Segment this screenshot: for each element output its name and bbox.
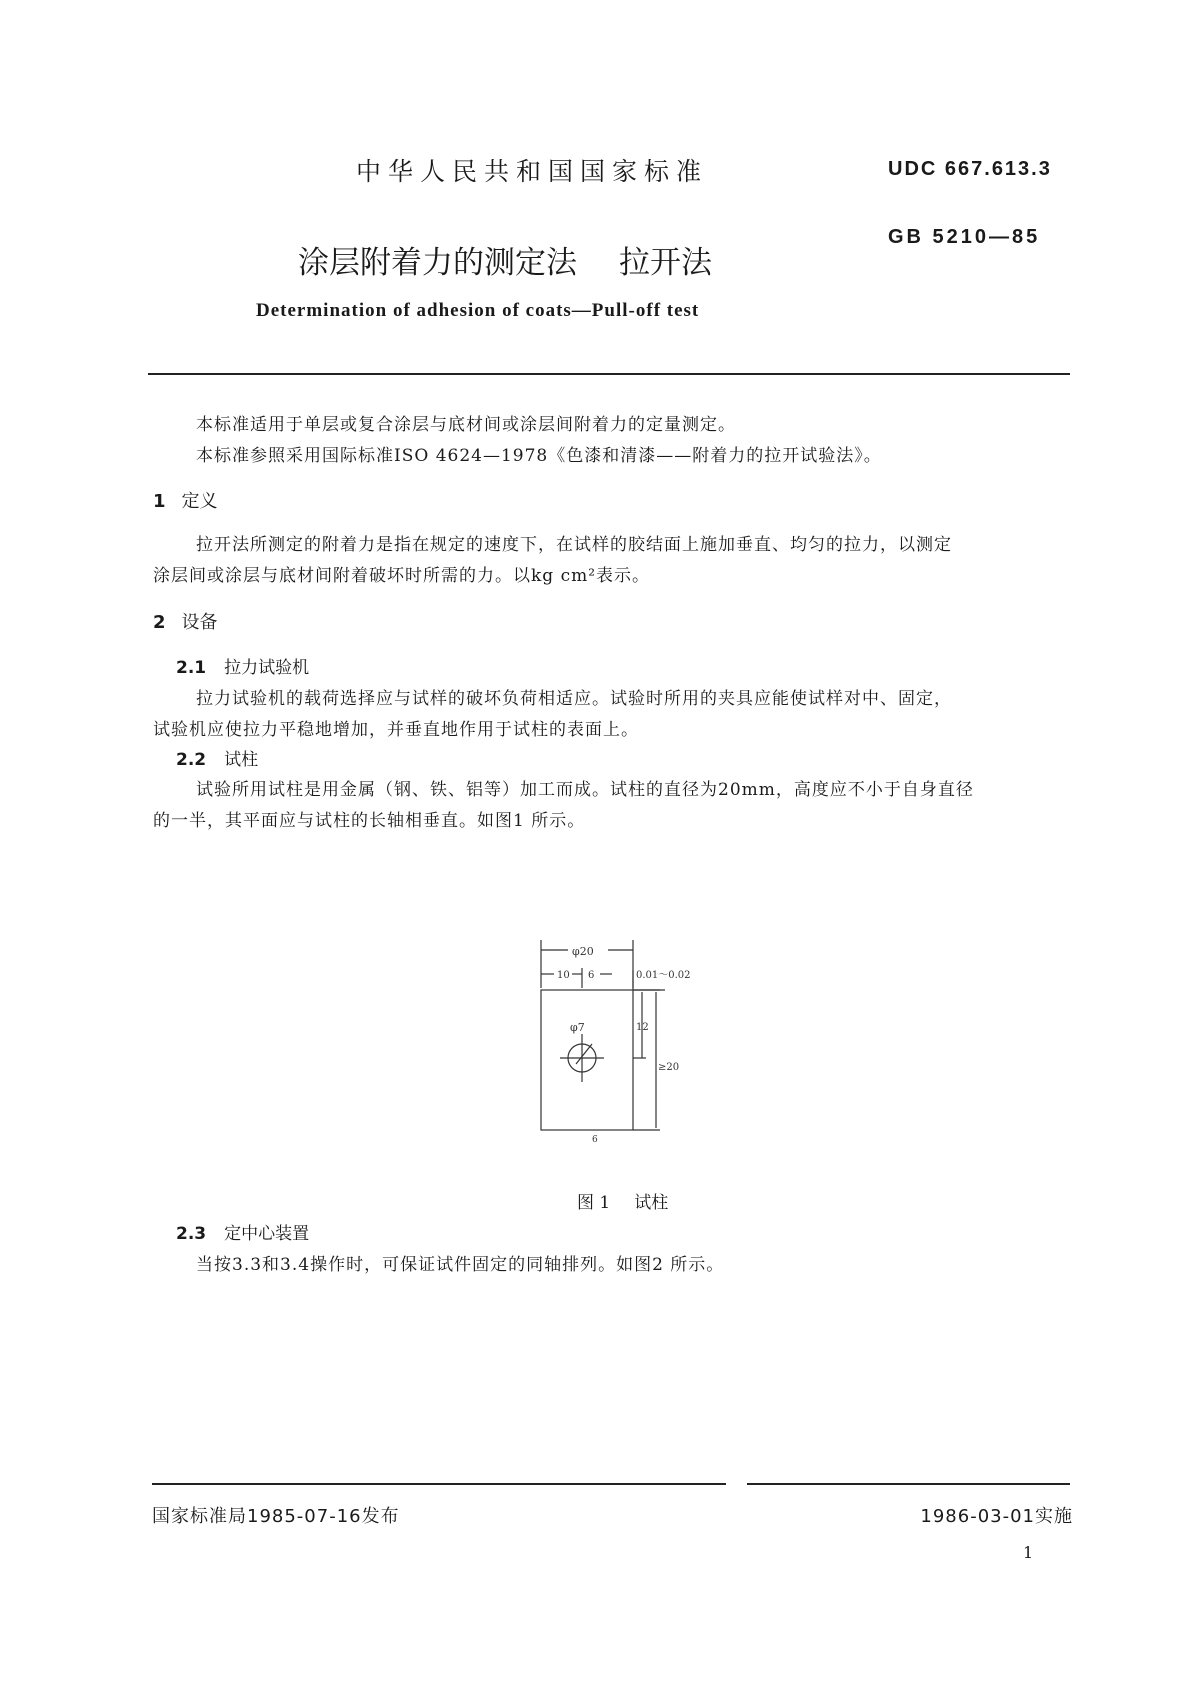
figure-1-caption xyxy=(577,1188,668,1213)
title-zh-sub: 拉开法 xyxy=(619,245,712,281)
subsection-2-1-title: 拉力试验机 xyxy=(224,658,310,678)
subsection-2-1-number: 2.1 xyxy=(176,658,207,678)
subsection-2-3-number: 2.3 xyxy=(176,1224,207,1244)
cylinder-outline xyxy=(541,990,633,1130)
figure-1-test-cylinder xyxy=(520,930,740,1150)
subsection-2-1-line-2: 试验机应使拉力平稳地增加，并垂直地作用于试柱的表面上。 xyxy=(153,720,639,740)
title-zh-main: 涂层附着力的测定法 xyxy=(298,245,577,281)
section-1-heading xyxy=(153,487,218,513)
section-2-heading xyxy=(153,608,218,634)
section-1-title: 定义 xyxy=(181,491,218,512)
dim-6-top: 6 xyxy=(588,970,595,981)
subsection-2-3-heading xyxy=(176,1219,309,1244)
subsection-2-2-number: 2.2 xyxy=(176,750,207,770)
issue-date: 国家标准局1985-07-16发布 xyxy=(152,1506,400,1527)
section-2-number: 2 xyxy=(153,612,166,633)
intro-paragraph-1: 本标准适用于单层或复合涂层与底材间或涂层间附着力的定量测定。 xyxy=(196,415,736,435)
dim-tolerance: 0.01～0.02 xyxy=(636,970,691,981)
dim-10: 10 xyxy=(557,970,570,981)
subsection-2-1-heading xyxy=(176,653,309,678)
section-1-line-2: 涂层间或涂层与底材间附着破坏时所需的力。以kg cm²表示。 xyxy=(153,566,651,586)
dim-height: ≥20 xyxy=(658,1062,680,1073)
subsection-2-1-line-1: 拉力试验机的载荷选择应与试样的破坏负荷相适应。试验时所用的夹具应能使试样对中、固定， xyxy=(196,689,952,709)
section-1-line-1: 拉开法所测定的附着力是指在规定的速度下，在试样的胶结面上施加垂直、均匀的拉力，以测定 xyxy=(196,535,952,555)
subsection-2-2-title: 试柱 xyxy=(224,750,259,770)
dim-12: 12 xyxy=(636,1022,649,1033)
figure-1-label: 图 1 xyxy=(577,1193,611,1213)
footer-divider-right xyxy=(747,1483,1070,1485)
section-2-title: 设备 xyxy=(181,612,218,633)
subsection-2-3-line-1: 当按3.3和3.4操作时，可保证试件固定的同轴排列。如图2 所示。 xyxy=(196,1255,725,1275)
page-number: 1 xyxy=(1023,1543,1034,1562)
section-1-number: 1 xyxy=(153,491,166,512)
standard-name: 中华人民共和国国家标准 xyxy=(356,157,709,186)
header-divider xyxy=(148,373,1070,375)
title-en: Determination of adhesion of coats—Pull-off test xyxy=(256,300,700,321)
gb-number: GB 5210—85 xyxy=(888,226,1041,248)
figure-1-title: 试柱 xyxy=(634,1193,669,1213)
subsection-2-2-line-1: 试验所用试柱是用金属（钢、铁、铝等）加工而成。试柱的直径为20mm，高度应不小于自身直径 xyxy=(196,780,974,800)
title-zh xyxy=(298,237,712,282)
dim-diameter-20: φ20 xyxy=(572,945,594,958)
subsection-2-2-heading xyxy=(176,745,258,770)
udc-code: UDC 667.613.3 xyxy=(888,158,1052,180)
implementation-date: 1986-03-01实施 xyxy=(920,1506,1073,1527)
subsection-2-3-title: 定中心装置 xyxy=(224,1224,310,1244)
footer-divider-left xyxy=(152,1483,726,1485)
subsection-2-2-line-2: 的一半，其平面应与试柱的长轴相垂直。如图1 所示。 xyxy=(153,811,586,831)
dim-6-bottom: 6 xyxy=(592,1135,598,1145)
intro-paragraph-2: 本标准参照采用国际标准ISO 4624—1978《色漆和清漆——附着力的拉开试验法》。 xyxy=(196,446,882,466)
dim-diameter-7: φ7 xyxy=(570,1021,585,1034)
